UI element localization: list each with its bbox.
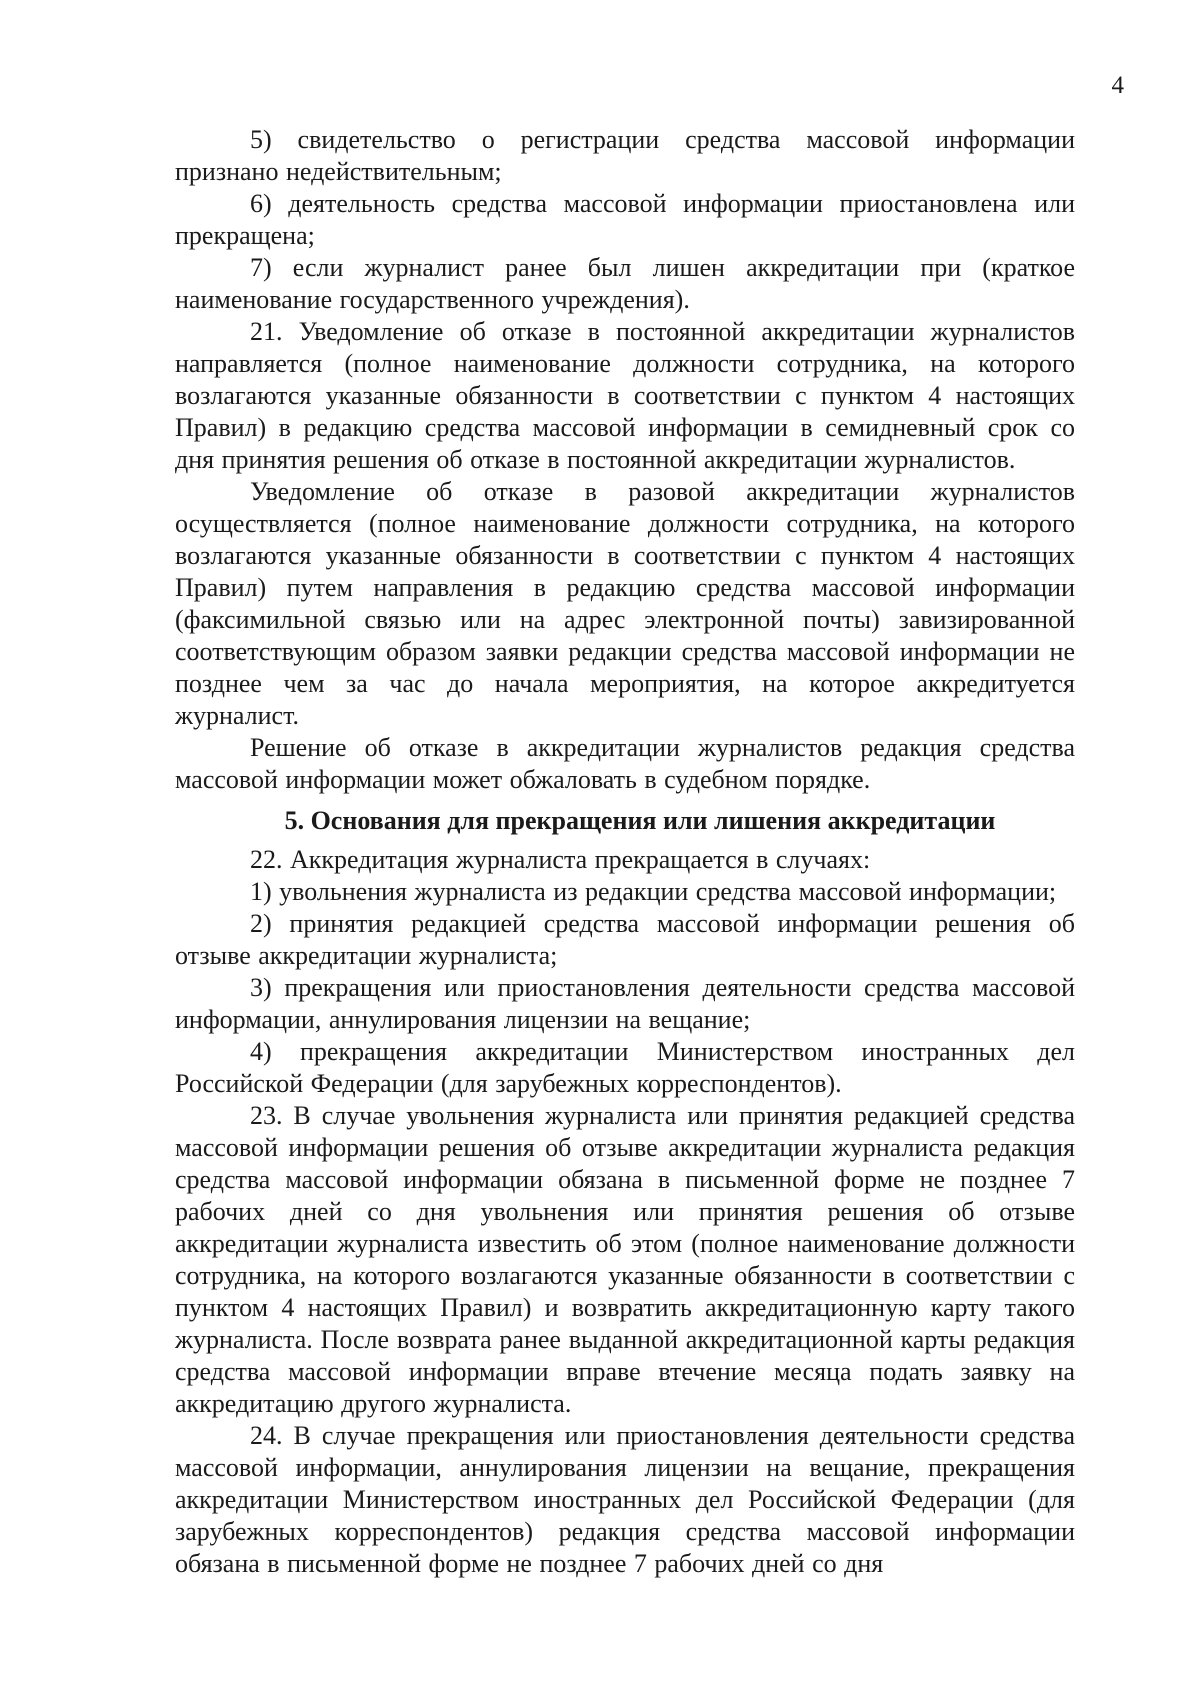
paragraph-clause-22: 22. Аккредитация журналиста прекращается в случаях: xyxy=(250,845,871,874)
page-number: 4 xyxy=(1111,72,1124,99)
paragraph-one-time-refusal: Уведомление об отказе в разовой аккредитации журналистов осуществляется (полное наименование должности сотрудника, на которого возлагаются указанные обязанности в соответствии с пунктом 4 настоящих Правил) путем направления в редакцию средства массовой информации (факсимильной связью или на адрес электронной почты) завизированной соответствующим образом заявки редакции средства массовой информации не позднее чем за час до начала мероприятия, на которое аккредитуется журналист. xyxy=(175,477,1075,730)
paragraph-item-5: 5) свидетельство о регистрации средства массовой информации признано недействительным; xyxy=(175,125,1075,186)
paragraph-item-6: 6) деятельность средства массовой информации приостановлена или прекращена; xyxy=(175,189,1075,250)
paragraph-item-7: 7) если журналист ранее был лишен аккредитации при (краткое наименование государственного учреждения). xyxy=(175,253,1075,314)
section-heading: 5. Основания для прекращения или лишения аккредитации xyxy=(284,806,996,835)
paragraph-item-2: 2) принятия редакцией средства массовой информации решения об отзыве аккредитации журналиста; xyxy=(175,909,1075,970)
paragraph-clause-24: 24. В случае прекращения или приостановления деятельности средства массовой информации, аннулирования лицензии на вещание, прекращения аккредитации Министерством иностранных дел Российской Федерации (для зарубежных корреспондентов) редакция средства массовой информации обязана в письменной форме не позднее 7 рабочих дней со дня xyxy=(175,1421,1075,1578)
paragraph-item-3: 3) прекращения или приостановления деятельности средства массовой информации, аннулирования лицензии на вещание; xyxy=(175,973,1075,1034)
paragraph-clause-23: 23. В случае увольнения журналиста или принятия редакцией средства массовой информации решения об отзыве аккредитации журналиста редакция средства массовой информации обязана в письменной форме не позднее 7 рабочих дней со дня увольнения или принятия решения об отзыве аккредитации журналиста известить об этом (полное наименование должности сотрудника, на которого возлагаются указанные обязанности в соответствии с пунктом 4 настоящих Правил) и возвратить аккредитационную карту такого журналиста. После возврата ранее выданной аккредитационной карты редакция средства массовой информации вправе втечение месяца подать заявку на аккредитацию другого журналиста. xyxy=(175,1101,1075,1418)
paragraph-clause-21: 21. Уведомление об отказе в постоянной аккредитации журналистов направляется (полное наименование должности сотрудника, на которого возлагаются указанные обязанности в соответствии с пунктом 4 настоящих Правил) в редакцию средства массовой информации в семидневный срок со дня принятия решения об отказе в постоянной аккредитации журналистов. xyxy=(175,317,1075,474)
paragraph-item-4: 4) прекращения аккредитации Министерством иностранных дел Российской Федерации (для зарубежных корреспондентов). xyxy=(175,1037,1075,1098)
document-body xyxy=(175,0,1075,1580)
paragraph-appeal: Решение об отказе в аккредитации журналистов редакция средства массовой информации может обжаловать в судебном порядке. xyxy=(175,733,1075,794)
paragraph-item-1: 1) увольнения журналиста из редакции средства массовой информации; xyxy=(250,877,1057,906)
